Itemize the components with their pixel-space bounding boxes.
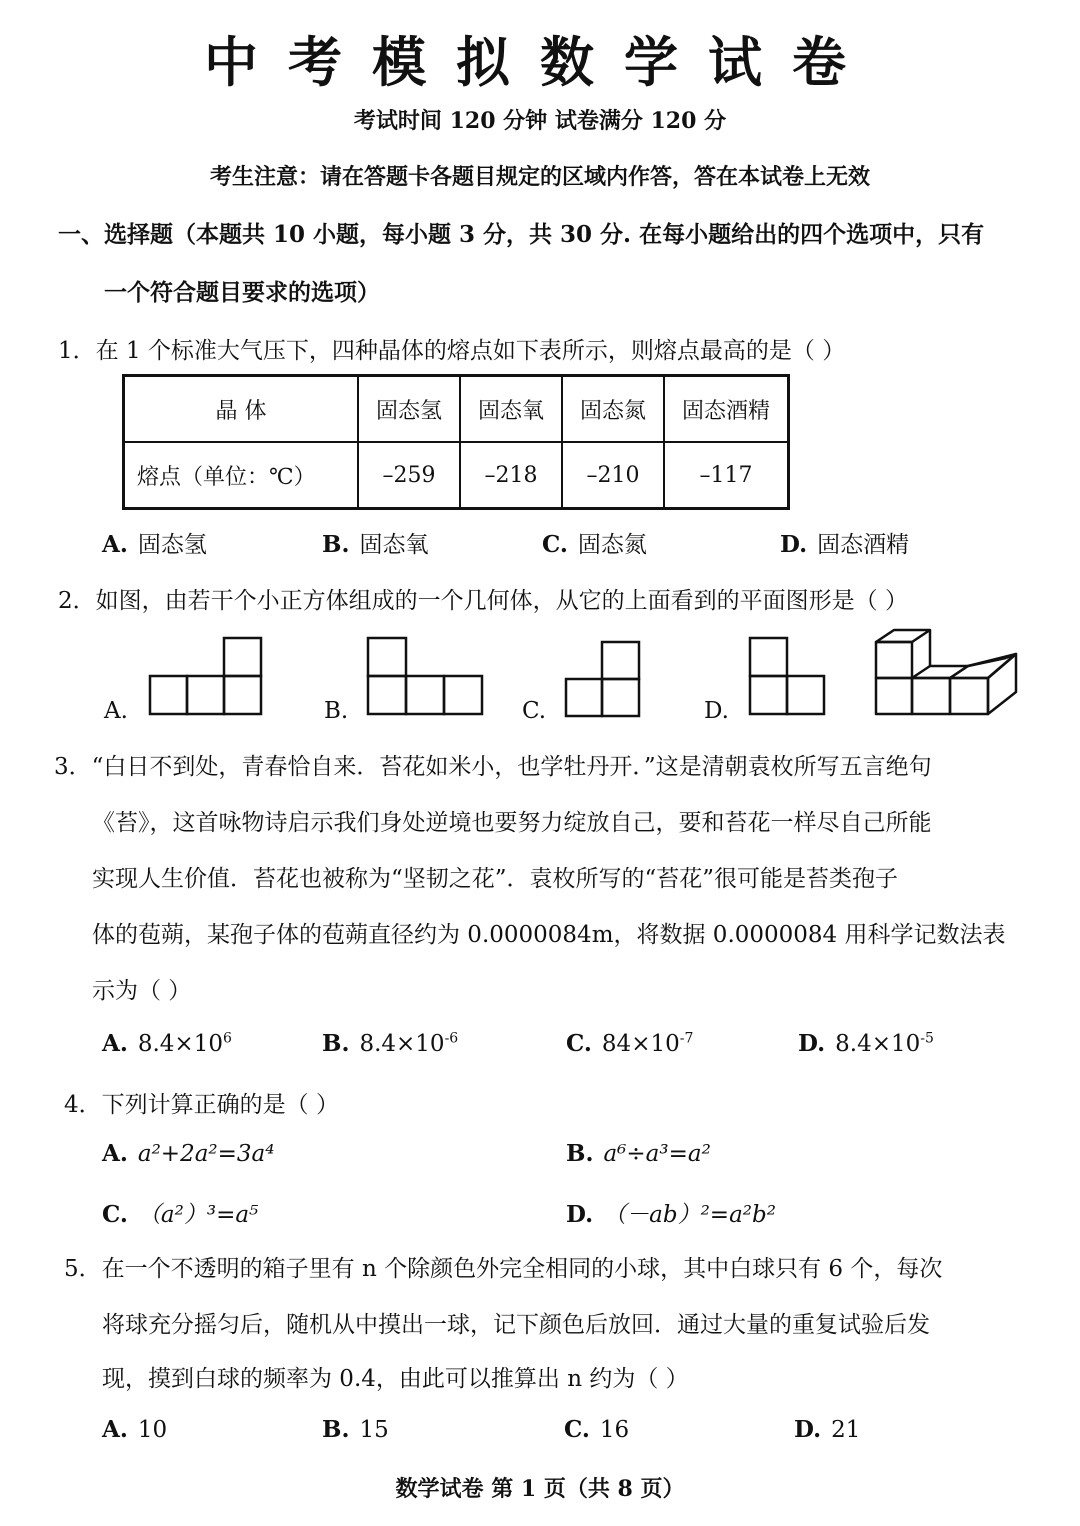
question-2-stem: 2．如图，由若干个小正方体组成的一个几何体，从它的上面看到的平面图形是（ ）	[58, 588, 908, 614]
q2-option-a-figure	[148, 636, 264, 718]
q5-option-b: B. 15	[322, 1416, 389, 1443]
page-title: 中考模拟数学试卷	[204, 31, 876, 94]
question-5-line-2: 将球充分摇匀后，随机从中摸出一球，记下颜色后放回．通过大量的重复试验后发	[102, 1312, 930, 1338]
q4-option-b: B. a⁶÷a³=a²	[566, 1140, 711, 1167]
q2-option-b-label: B.	[324, 698, 349, 724]
table-header-label: 晶 体	[124, 376, 359, 443]
question-5-line-3: 现，摸到白球的频率为 0.4，由此可以推算出 n 约为（ ）	[102, 1366, 689, 1392]
q2-option-d-figure	[748, 636, 828, 718]
question-3-line-3: 实现人生价值．苔花也被称为“坚韧之花”．袁枚所写的“苔花”很可能是苔类孢子	[92, 866, 899, 892]
question-1-stem: 1．在 1 个标准大气压下，四种晶体的熔点如下表所示，则熔点最高的是（ ）	[58, 338, 846, 364]
question-3-line-1: 3．“白日不到处，青春恰自来．苔花如米小，也学牡丹开．”这是清朝袁枚所写五言绝句	[54, 754, 932, 780]
q2-option-a-label: A.	[104, 698, 128, 724]
exam-info: 考试时间 120 分钟 试卷满分 120 分	[353, 108, 727, 134]
section-heading-line2: 一个符合题目要求的选项）	[104, 279, 380, 306]
melting-point-table	[122, 374, 790, 510]
page-footer: 数学试卷 第 1 页（共 8 页）	[395, 1476, 685, 1502]
question-4-stem: 4．下列计算正确的是（ ）	[64, 1092, 339, 1118]
q3-option-c: C. $84\times 10^{-7}$	[566, 1030, 694, 1057]
table-col-3: 固态氮	[562, 376, 664, 443]
q4-option-d: D. （－ab）²=a²b²	[566, 1201, 776, 1228]
table-value-2: –218	[460, 442, 562, 509]
question-3-line-4: 体的苞蒴，某孢子体的苞蒴直径约为 0.0000084m，将数据 0.0000084 用科学记数法表	[92, 922, 1006, 948]
table-row	[124, 442, 789, 509]
q3-option-b: B. $8.4\times 10^{-6}$	[322, 1030, 459, 1057]
q1-option-b: B. 固态氧	[322, 531, 429, 558]
q1-option-c: C. 固态氮	[542, 531, 647, 558]
q2-option-c-figure	[564, 640, 644, 718]
question-3-line-5: 示为（ ）	[92, 978, 192, 1004]
q5-option-c: C. 16	[564, 1416, 630, 1443]
table-row-label: 熔点（单位：℃）	[124, 442, 359, 509]
table-row	[124, 376, 789, 443]
q5-option-d: D. 21	[794, 1416, 861, 1443]
question-3-line-2: 《苔》，这首咏物诗启示我们身处逆境也要努力绽放自己，要和苔花一样尽自己所能	[92, 810, 932, 836]
section-heading-line1: 一、选择题（本题共 10 小题，每小题 3 分，共 30 分. 在每小题给出的四个选项中，只有	[58, 221, 985, 248]
table-col-4: 固态酒精	[664, 376, 789, 443]
solid-cube-figure	[872, 628, 1022, 718]
table-value-1: –259	[358, 442, 460, 509]
question-5-line-1: 5．在一个不透明的箱子里有 n 个除颜色外完全相同的小球，其中白球只有 6 个，每次	[64, 1256, 943, 1282]
q5-option-a: A. 10	[102, 1416, 168, 1443]
q2-option-b-figure	[366, 636, 486, 718]
q2-option-d-label: D.	[704, 698, 729, 724]
exam-notice: 考生注意：请在答题卡各题目规定的区域内作答，答在本试卷上无效	[209, 164, 870, 190]
q2-option-c-label: C.	[522, 698, 547, 724]
q3-option-d: D. $8.4\times 10^{-5}$	[798, 1030, 934, 1057]
q4-option-c: C. （a²）³=a⁵	[102, 1201, 259, 1228]
q4-option-a: A. a²+2a²=3a⁴	[102, 1140, 275, 1167]
table-value-4: –117	[664, 442, 789, 509]
table-col-2: 固态氧	[460, 376, 562, 443]
q3-option-a: A. $8.4\times 10^6$	[102, 1030, 232, 1057]
table-value-3: –210	[562, 442, 664, 509]
table-col-1: 固态氢	[358, 376, 460, 443]
q1-option-a: A. 固态氢	[102, 531, 207, 558]
q1-option-d: D. 固态酒精	[780, 531, 910, 558]
